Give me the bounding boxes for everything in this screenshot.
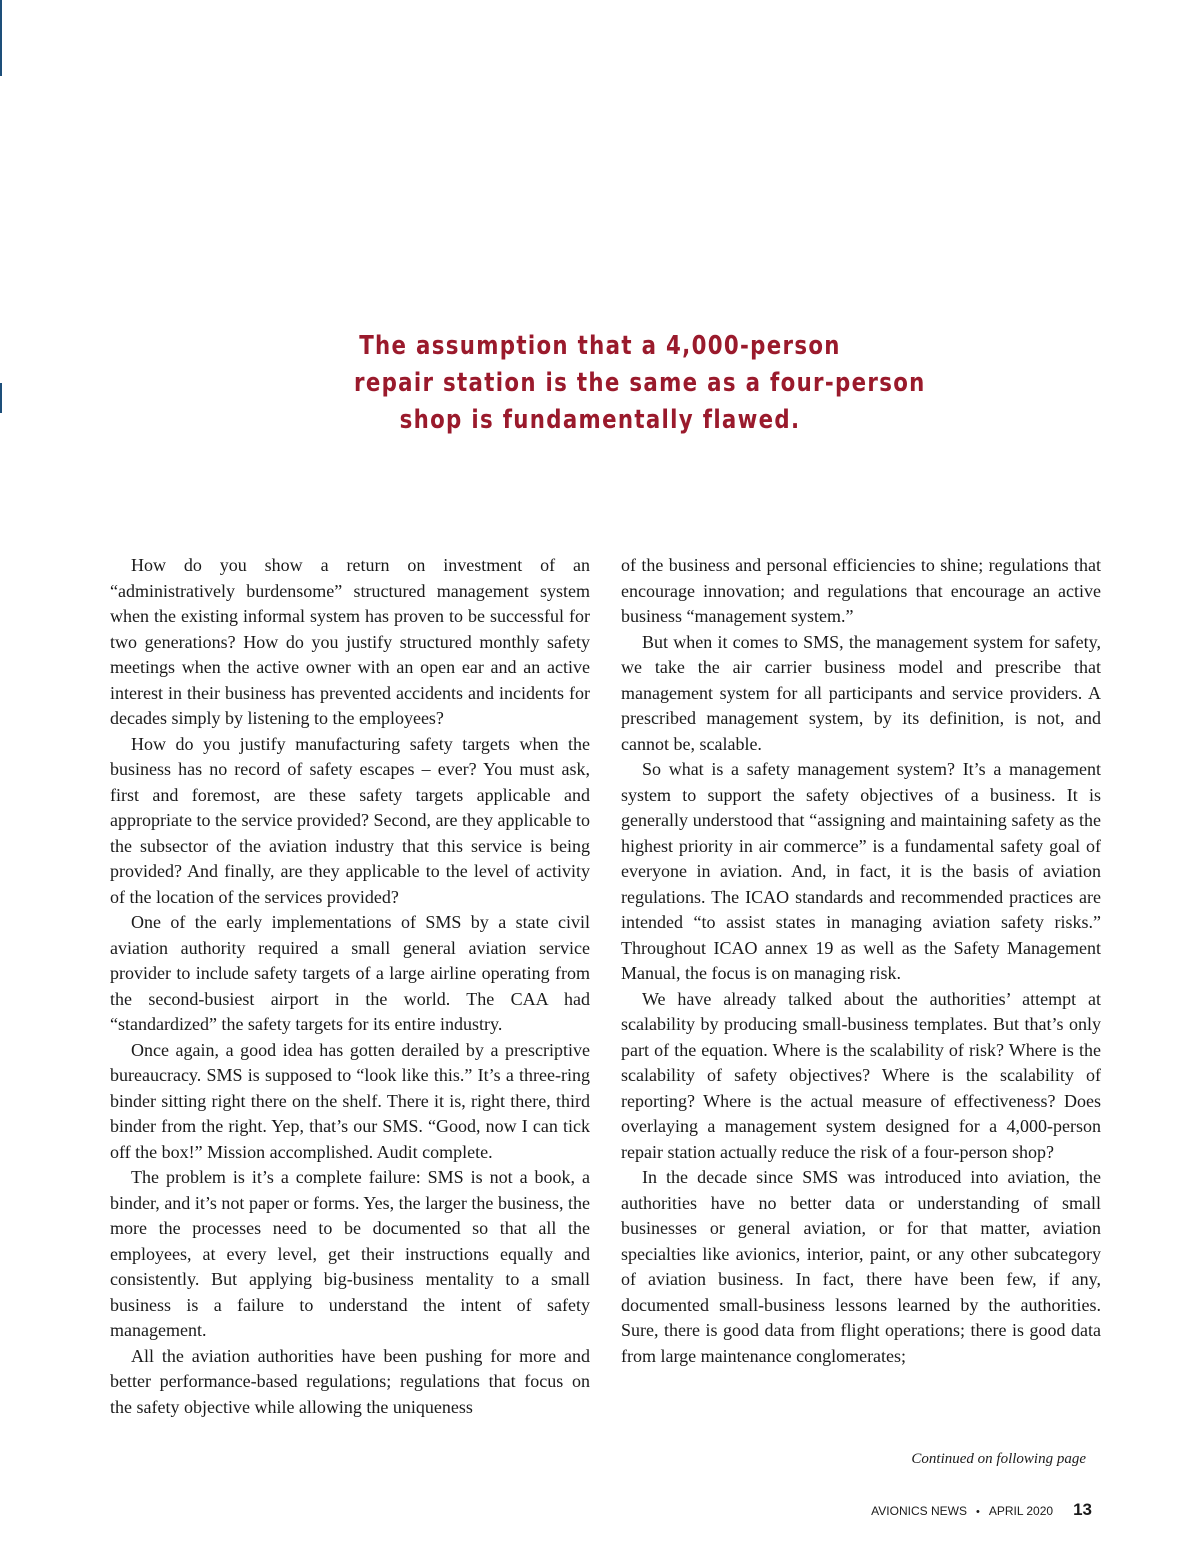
article-paragraph: So what is a safety management system? It’s a management system to support the safety objectives of a business. It is generally understood that “assigning and maintaining safety as the highest priority in air commerce” is a fundamental safety goal of everyone in aviation. And, in fact, it is the basis of aviation regulations. The ICAO standards and recommended practices are intended “to assist states in managing aviation safety risks.” Throughout ICAO annex 19 as well as the Safety Management Manual, the focus is on managing risk.	[621, 759, 1101, 983]
article-paragraph: But when it comes to SMS, the management system for safety, we take the air carrier business model and prescribe that management system for all participants and service providers. A prescribed management system, by its definition, is not, and cannot be, scalable.	[621, 631, 1101, 754]
page-number: 13	[1073, 1500, 1092, 1519]
page-footer	[871, 1500, 1092, 1520]
article-paragraph: How do you justify manufacturing safety targets when the business has no record of safety escapes – ever? You must ask, first and foremost, are these safety targets applicable and appropriate to the service provided? Second, are they applicable to the subsector of the aviation industry that this service is being provided? And finally, are they applicable to the level of activity of the location of the services provided?	[110, 733, 590, 907]
article-paragraph-continuation: of the business and personal efficiencies to shine; regulations that encourage innovation; and regulations that encourage an active business “management system.”	[621, 555, 1101, 626]
article-paragraph: The problem is it’s a complete failure: SMS is not a book, a binder, and it’s not paper or forms. Yes, the larger the business, the more the processes need to be documented so that all the employees, at every level, get their instructions equally and consistently. But applying big-business mentality to a small business is a failure to understand the intent of safety management.	[110, 1167, 590, 1340]
article-paragraph: One of the early implementations of SMS by a state civil aviation authority required a small general aviation service provider to include safety targets of a large airline operating from the second-busiest airport in the world. The CAA had “standardized” the safety targets for its entire industry.	[110, 912, 590, 1034]
article-paragraph: How do you show a return on investment of an “administratively burdensome” structured management system when the existing informal system has proven to be successful for two generations? How do you justify structured monthly safety meetings when the active owner with an open ear and an active interest in their business has prevented accidents and incidents for decades simply by listening to the employees?	[110, 555, 590, 728]
page-edge-mark-top	[0, 0, 2, 76]
pull-quote-line: repair station is the same as a four-person	[354, 368, 926, 398]
pull-quote	[354, 328, 926, 439]
article-paragraph: In the decade since SMS was introduced into aviation, the authorities have no better data or understanding of small businesses or general aviation, or for that matter, aviation specialties like avionics, interior, paint, or any other subcategory of aviation business. In fact, there have been few, if any, documented small-business lessons learned by the authorities. Sure, there is good data from flight operations; there is good data from large maintenance conglomerates;	[621, 1167, 1101, 1366]
page-edge-mark-middle	[0, 383, 2, 413]
article-paragraph: All the aviation authorities have been pushing for more and better performance-based regulations; regulations that focus on the safety objective while allowing the uniqueness	[110, 1345, 590, 1417]
pull-quote-line: The assumption that a 4,000-person	[359, 331, 841, 361]
continued-note: Continued on following page	[911, 1451, 1086, 1467]
footer-separator: •	[975, 1506, 980, 1518]
article-column-left	[110, 553, 590, 1420]
article-paragraph: Once again, a good idea has gotten derailed by a prescriptive bureaucracy. SMS is supposed to “look like this.” It’s a three-ring binder sitting right there on the shelf. There it is, right there, third binder from the right. Yep, that’s our SMS. “Good, now I can tick off the box!” Mission accomplished. Audit complete.	[110, 1039, 590, 1162]
publication-name: AVIONICS NEWS	[871, 1504, 967, 1518]
pull-quote-line: shop is fundamentally flawed.	[399, 405, 801, 435]
article-column-right	[621, 553, 1101, 1369]
article-paragraph: We have already talked about the authorities’ attempt at scalability by producing small-business templates. But that’s only part of the equation. Where is the scalability of risk? Where is the scalability of safety objectives? Where is the scalability of reporting? Where is the actual measure of effectiveness? Does overlaying a management system designed for a 4,000-person repair station actually reduce the risk of a four-person shop?	[621, 988, 1101, 1162]
issue-date: APRIL 2020	[988, 1504, 1054, 1518]
